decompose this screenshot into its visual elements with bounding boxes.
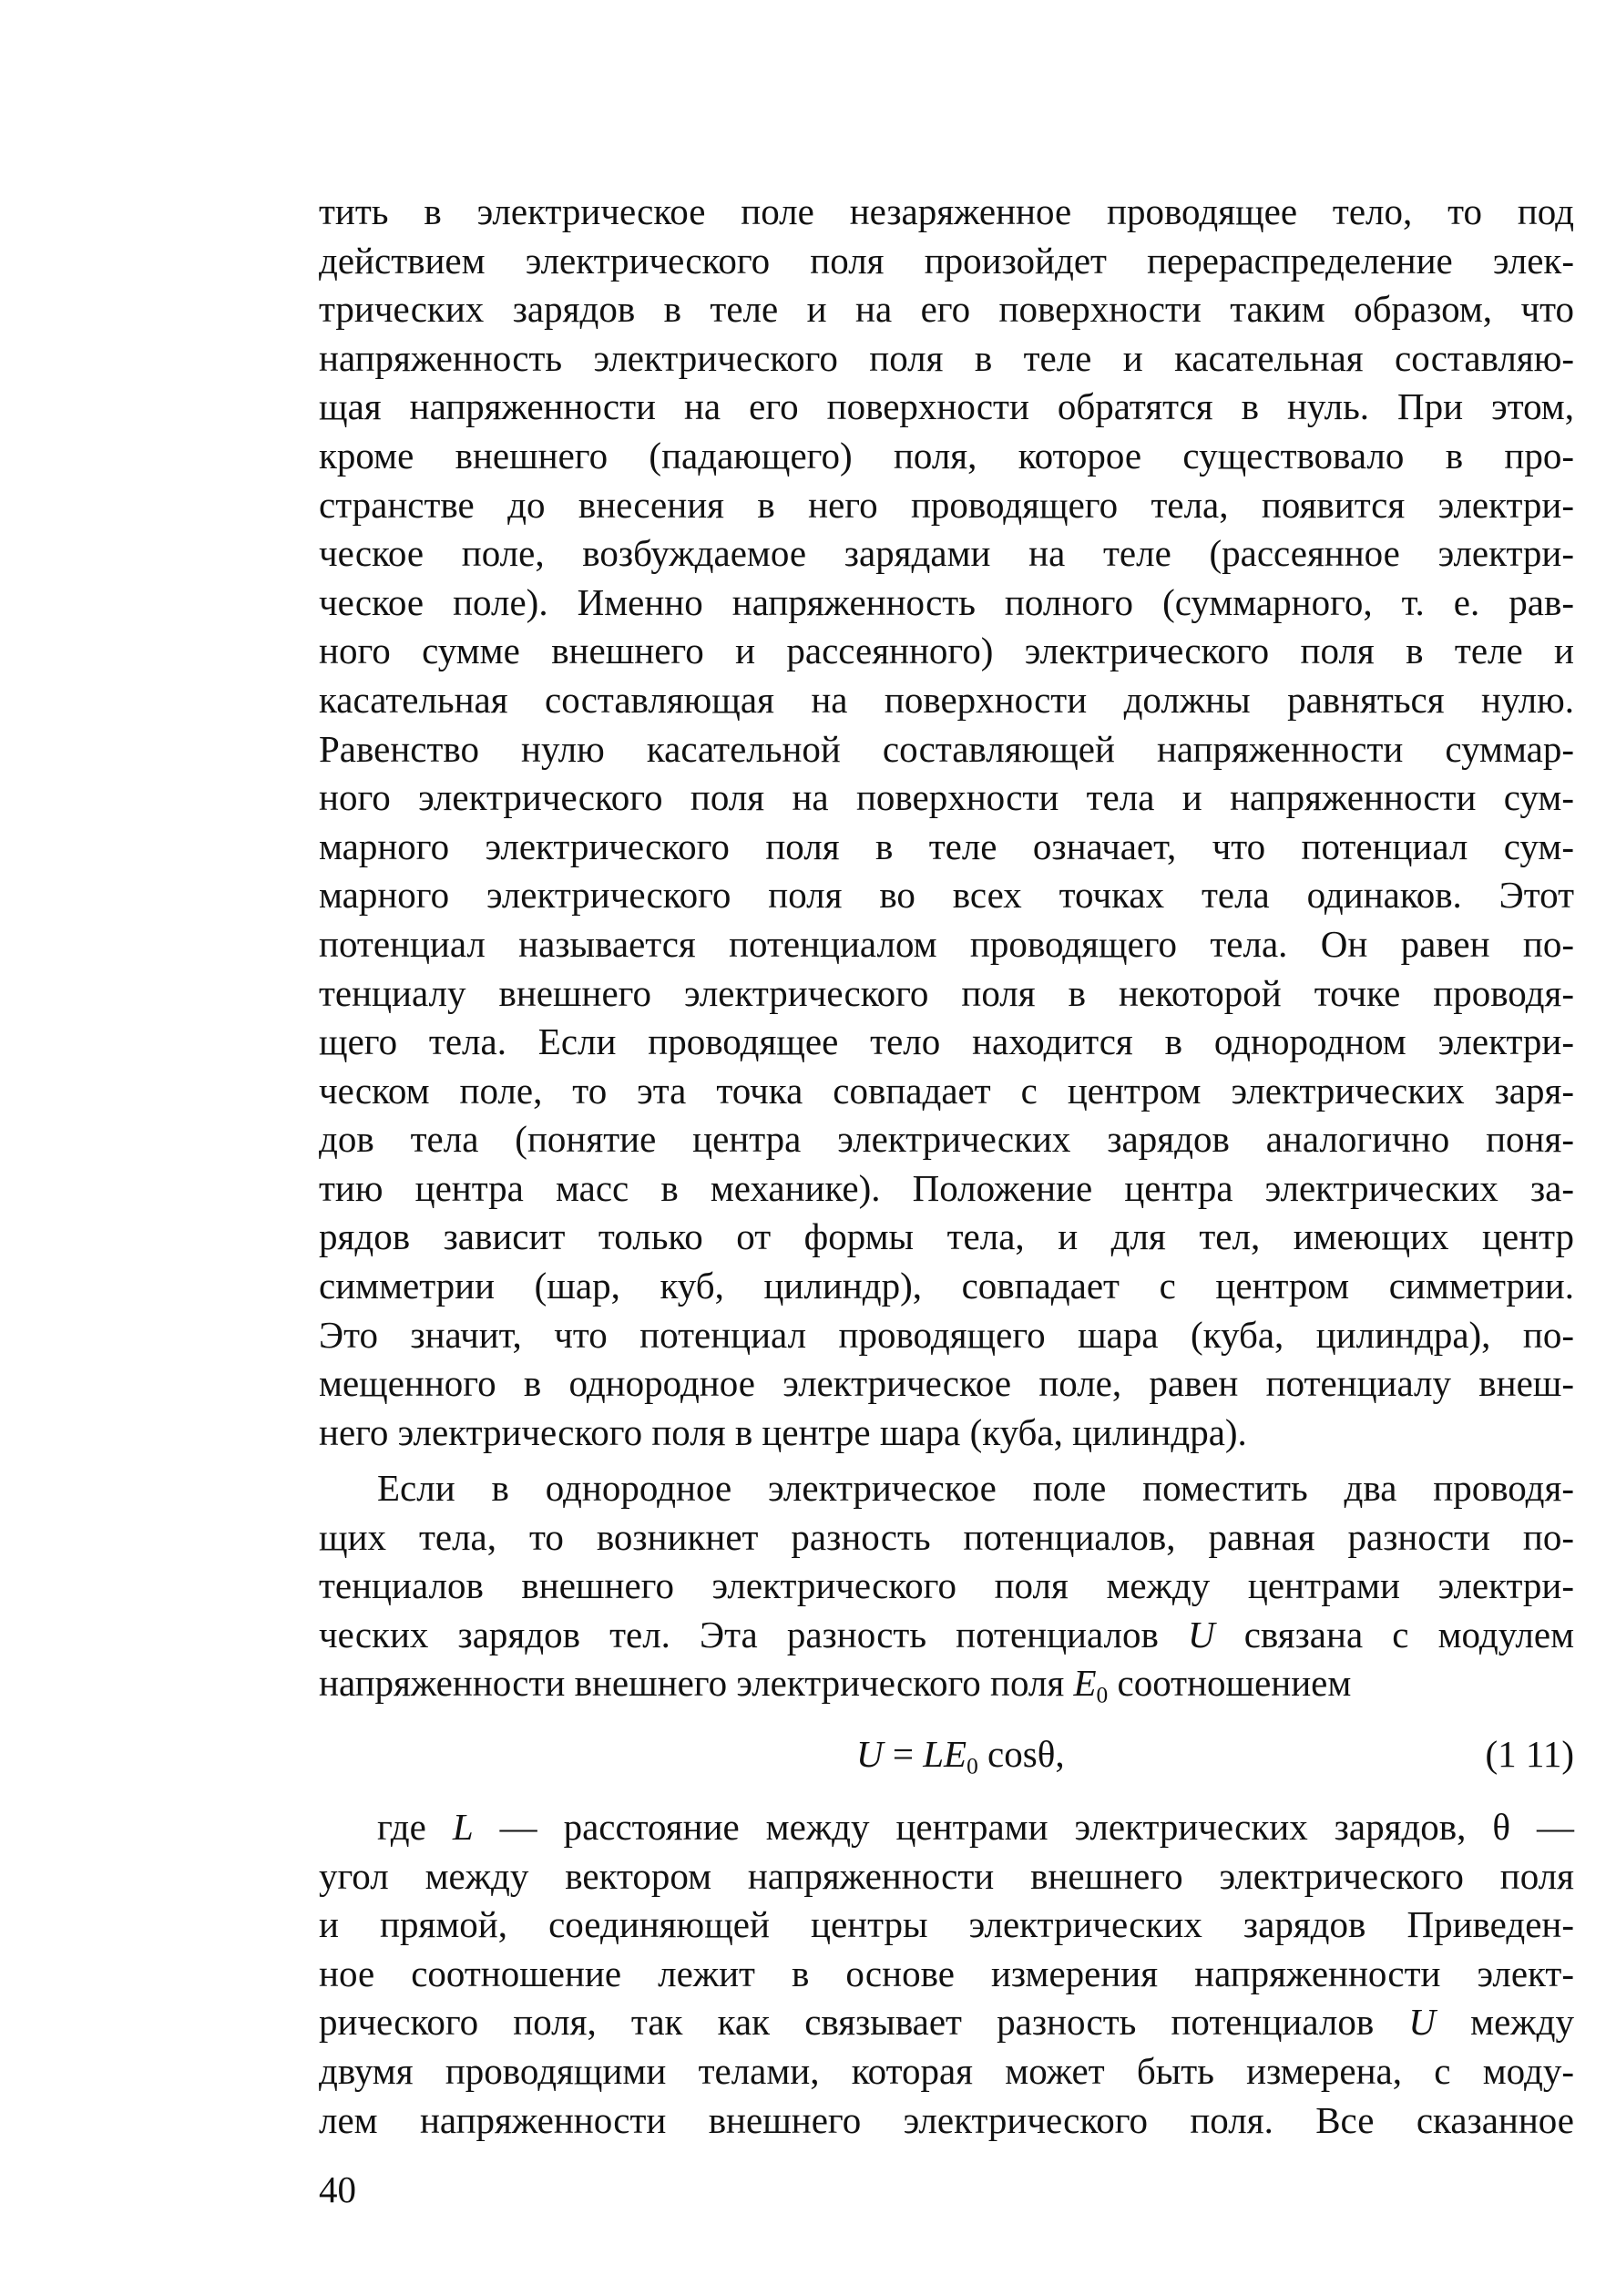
- paragraph-3-line: [319, 1803, 1574, 1852]
- text-span: соотношением: [1108, 1662, 1352, 1705]
- paragraph-2-line: тенциалов внешнего электрического поля между центрами электри-: [319, 1564, 1574, 1607]
- paragraph-3-line: лем напряженности внешнего электрического поля. Все сказанное: [319, 2098, 1574, 2141]
- variable-e: E: [1073, 1662, 1097, 1705]
- paragraph-1-line: ного электрического поля на поверхности тела и напряженности сум-: [319, 776, 1574, 819]
- paragraph-1-line: Равенство нулю касательной составляющей напряженности суммар-: [319, 727, 1574, 770]
- paragraph-1-line: марного электрического поля во всех точках тела одинаков. Этот: [319, 874, 1574, 917]
- formula-subscript: 0: [967, 1753, 978, 1779]
- paragraph-2-line: [319, 1611, 1574, 1660]
- paragraph-1-line: него электрического поля в центре шара (куба, цилиндра).: [319, 1410, 1247, 1453]
- paragraph-1: [319, 188, 1574, 1457]
- paragraph-1-line: напряженность электрического поля в теле и касательная составляю-: [319, 336, 1574, 379]
- paragraph-1-line: мещенного в однородное электрическое поле, равен потенциалу внеш-: [319, 1362, 1574, 1405]
- paragraph-1-line: трических зарядов в теле и на его поверхности таким образом, что: [319, 288, 1574, 331]
- equation-1-11: [319, 1727, 1574, 1781]
- formula-lhs: U: [856, 1733, 884, 1775]
- paragraph-2-line: Если в однородное электрическое поле поместить два проводя-: [377, 1467, 1574, 1509]
- text-span: где: [377, 1806, 453, 1848]
- formula-equals: =: [883, 1733, 924, 1775]
- text-span: связана с модулем: [1243, 1613, 1575, 1655]
- paragraph-1-line: тенциалу внешнего электрического поля в некоторой точке проводя-: [319, 971, 1574, 1014]
- paragraph-1-line: странстве до внесения в него проводящего тела, появится электри-: [319, 483, 1574, 526]
- text-span: напряженности внешнего электрического поля: [319, 1662, 1074, 1705]
- paragraph-1-line: ческое поле). Именно напряженность полного (суммарного, т. е. рав-: [319, 580, 1574, 623]
- paragraph-3-line: ное соотношение лежит в основе измерения напряженности элект-: [319, 1952, 1574, 1994]
- subscript-zero: 0: [1096, 1683, 1109, 1708]
- paragraph-1-line: ного сумме внешнего и рассеянного) электрического поля в теле и: [319, 630, 1574, 672]
- paragraph-2-line: щих тела, то возникнет разность потенциалов, равная разности по-: [319, 1515, 1574, 1558]
- page-number: 40: [319, 2168, 356, 2210]
- paragraph-1-line: щая напряженности на его поверхности обратятся в нуль. При этом,: [319, 385, 1574, 428]
- paragraph-1-line: ческое поле, возбуждаемое зарядами на теле (рассеянное электри-: [319, 532, 1574, 575]
- variable-u: U: [1408, 2001, 1436, 2044]
- paragraph-1-line: тить в электрическое поле незаряженное проводящее тело, то под: [319, 190, 1574, 232]
- paragraph-1-line: ческом поле, то эта точка совпадает с центром электрических заря-: [319, 1069, 1574, 1112]
- paragraph-1-line: тию центра масс в механике). Положение центра электрических за-: [319, 1166, 1574, 1209]
- paragraph-1-line: Это значит, что потенциал проводящего шара (куба, цилиндра), по-: [319, 1313, 1574, 1356]
- paragraph-2: [319, 1464, 1574, 1708]
- paragraph-1-line: кроме внешнего (падающего) поля, которое существовало в про-: [319, 434, 1574, 477]
- text-span: между: [1435, 2001, 1574, 2044]
- paragraph-3-line: двумя проводящими телами, которая может быть измерена, с моду-: [319, 2049, 1574, 2092]
- paragraph-1-line: действием электрического поля произойдет перераспределение элек-: [319, 239, 1574, 282]
- formula: [856, 1727, 1065, 1781]
- paragraph-1-line: щего тела. Если проводящее тело находится в однородном электри-: [319, 1020, 1574, 1063]
- paragraph-1-line: дов тела (понятие центра электрических зарядов аналогично поня-: [319, 1118, 1574, 1161]
- paragraph-3-line: [319, 1998, 1574, 2047]
- equation-number: (1 11): [1485, 1733, 1574, 1775]
- variable-u: U: [1188, 1613, 1215, 1655]
- paragraph-1-line: симметрии (шар, куб, цилиндр), совпадает с центром симметрии.: [319, 1265, 1574, 1307]
- paragraph-1-line: марного электрического поля в теле означает, что потенциал сум-: [319, 825, 1574, 867]
- text-span: рического поля, так как связывает разность потенциалов: [319, 2001, 1409, 2044]
- paragraph-1-line: касательная составляющая на поверхности должны равняться нулю.: [319, 678, 1574, 721]
- text-span: — расстояние между центрами электрических зарядов, θ —: [473, 1806, 1574, 1848]
- text-span: ческих зарядов тел. Эта разность потенциалов: [319, 1613, 1188, 1655]
- formula-le: LE: [923, 1733, 967, 1775]
- paragraph-3-line: угол между вектором напряженности внешнего электрического поля: [319, 1854, 1574, 1897]
- paragraph-3-line: и прямой, соединяющей центры электрических зарядов Приведен-: [319, 1903, 1574, 1946]
- paragraph-1-line: потенциал называется потенциалом проводящего тела. Он равен по-: [319, 922, 1574, 965]
- variable-l: L: [452, 1806, 474, 1848]
- formula-cos: cosθ,: [977, 1733, 1065, 1775]
- paragraph-2-line: [319, 1659, 1574, 1708]
- paragraph-3: [319, 1803, 1574, 2145]
- paragraph-1-line: рядов зависит только от формы тела, и для тел, имеющих центр: [319, 1215, 1574, 1258]
